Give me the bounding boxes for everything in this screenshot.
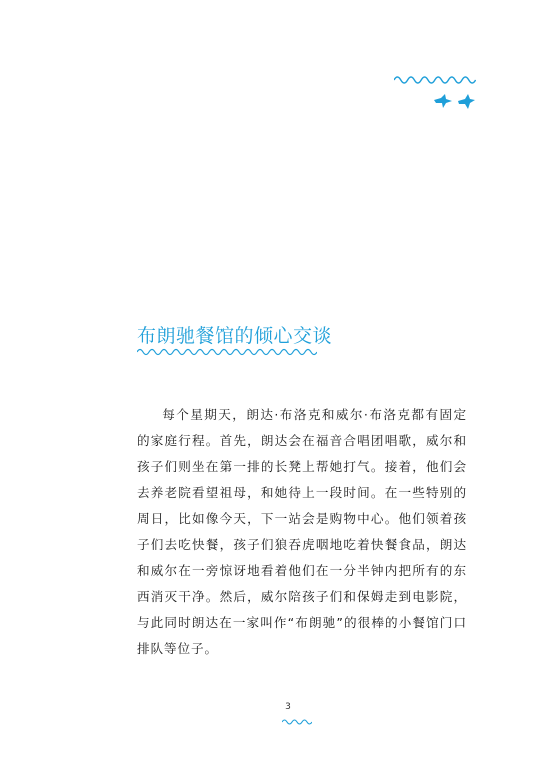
birds-icon bbox=[432, 92, 476, 112]
page-number: 3 bbox=[285, 702, 291, 712]
top-wave-icon bbox=[394, 74, 476, 86]
heading-wave-icon bbox=[137, 347, 317, 357]
body-paragraph: 每个星期天，朗达·布洛克和威尔·布洛克都有固定的家庭行程。首先，朗达会在福音合唱团唱歌，威尔和孩子们则坐在第一排的长凳上帮她打气。接着，他们会去养老院看望祖母，和她待上一段时间。在一些特别的周日，比如像今天，下一站会是购物中心。他们领着孩子们去吃快餐，孩子们狼吞虎咽地吃着快餐食品，朗达和威尔在一旁惊讶地看着他们在一分半钟内把所有的东西消灭干净。然后，威尔陪孩子们和保姆走到电影院，与此同时朗达在一家叫作“布朗驰”的很棒的小餐馆门口排队等位子。 bbox=[137, 407, 467, 656]
footer-wave-icon bbox=[282, 718, 312, 726]
section-title: 布朗驰餐馆的倾心交谈 bbox=[137, 325, 333, 347]
